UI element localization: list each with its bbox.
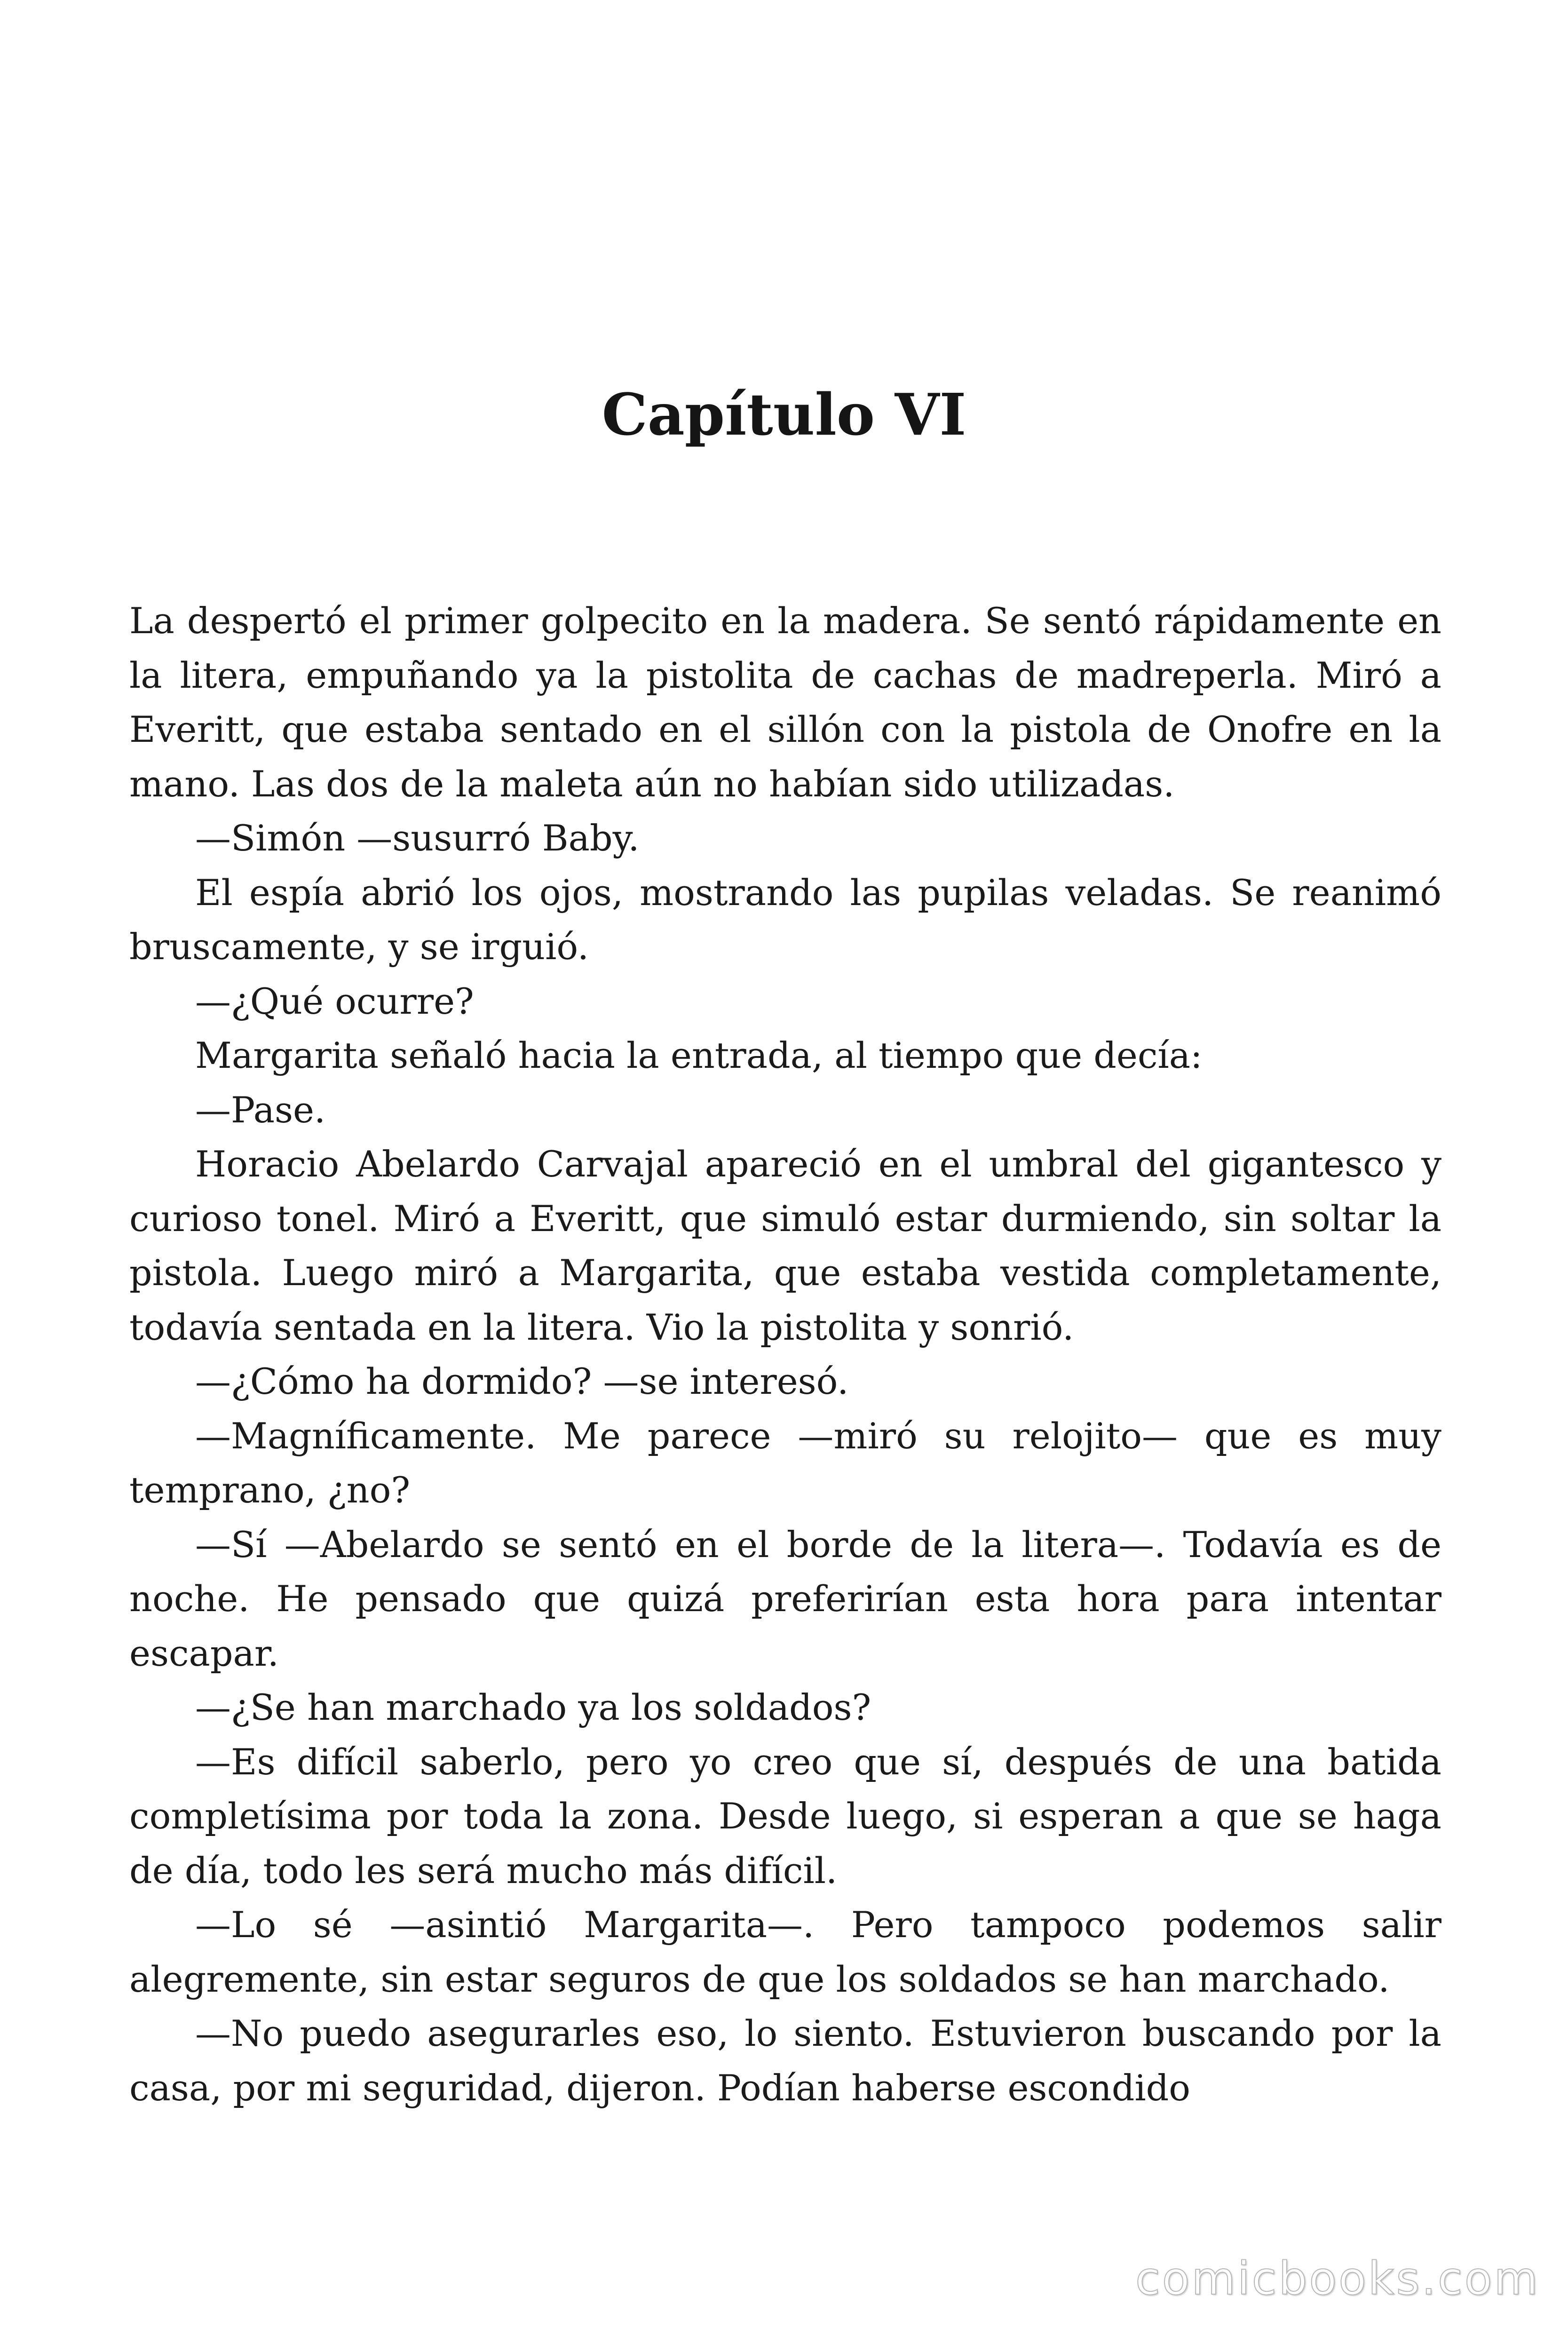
paragraph: —Es difícil saberlo, pero yo creo que sí, después de una batida completísima por toda la zona. Desde luego, si esperan a que se haga de día, todo les será mucho más difícil. — [129, 1740, 1441, 1891]
paragraph: —Lo sé —asintió Margarita—. Pero tampoco podemos salir alegremente, sin estar seguros de que los soldados se han marchado. — [129, 1904, 1441, 2000]
paragraph: —¿Se han marchado ya los soldados? — [195, 1686, 871, 1728]
paragraph: —¿Qué ocurre? — [195, 980, 474, 1022]
paragraph: El espía abrió los ojos, mostrando las pupilas veladas. Se reanimó bruscamente, y se irguió. — [129, 871, 1441, 968]
paragraph: —No puedo asegurarles eso, lo siento. Estuvieron buscando por la casa, por mi seguridad, dijeron. Podían haberse escondido — [129, 2012, 1441, 2109]
chapter-body — [129, 594, 1441, 2115]
paragraph: La despertó el primer golpecito en la madera. Se sentó rápidamente en la litera, empuñando ya la pistolita de cachas de madreperla. Miró a Everitt, que estaba sentado en el sillón con la pistola de Onofre en la mano. Las dos de la maleta aún no habían sido utilizadas. — [129, 600, 1441, 805]
paragraph: —Pase. — [195, 1089, 326, 1131]
paragraph: Margarita señaló hacia la entrada, al tiempo que decía: — [195, 1034, 1203, 1076]
paragraph: Horacio Abelardo Carvajal apareció en el umbral del gigantesco y curioso tonel. Miró a Everitt, que simuló estar durmiendo, sin soltar la pistola. Luego miró a Margarita, que estaba vestida completamente, todavía sentada en la litera. Vio la pistolita y sonrió. — [129, 1143, 1441, 1348]
paragraph: —Sí —Abelardo se sentó en el borde de la litera—. Todavía es de noche. He pensado que quizá preferirían esta hora para intentar escapar. — [129, 1523, 1441, 1674]
watermark-logo: comicbooks.com — [1135, 2252, 1540, 2305]
paragraph: —Simón —susurró Baby. — [195, 817, 640, 859]
paragraph: —Magníficamente. Me parece —miró su relojito— que es muy temprano, ¿no? — [129, 1414, 1441, 1511]
paragraph: —¿Cómo ha dormido? —se interesó. — [195, 1360, 849, 1402]
chapter-title: Capítulo VI — [602, 381, 966, 448]
